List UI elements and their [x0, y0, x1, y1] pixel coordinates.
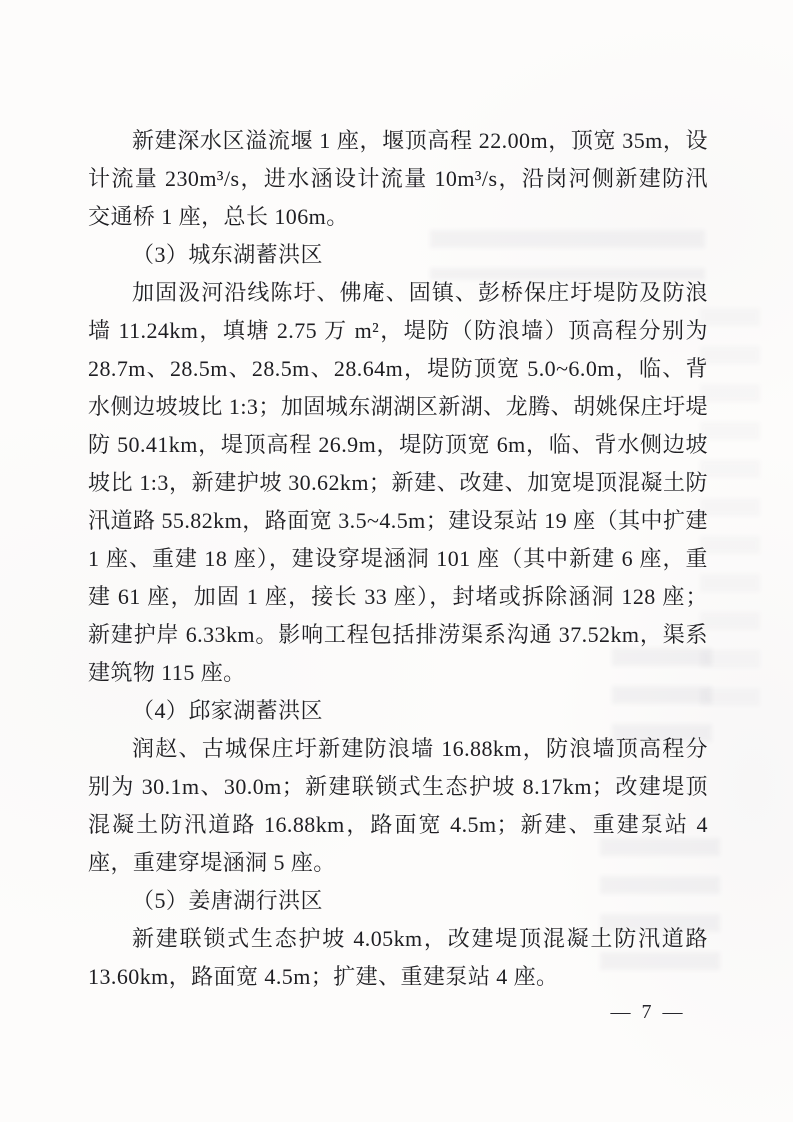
paragraph-qiujia-lake-works: 润赵、古城保庄圩新建防浪墙 16.88km，防浪墙顶高程分别为 30.1m、30.0m；新建联锁式生态护坡 8.17km；改建堤顶混凝土防汛道路 16.88km，路面宽 4.5m；新建、重建泵站 4 座，重建穿堤涵洞 5 座。 [88, 736, 708, 875]
page-number: — 7 — [610, 1001, 686, 1023]
document-body [88, 122, 708, 996]
section-heading-qiujia-lake-detention-area: （4）邱家湖蓄洪区 [132, 698, 323, 723]
scan-bleedthrough-artifact [700, 300, 760, 720]
paragraph-jiangtang-lake-works: 新建联锁式生态护坡 4.05km，改建堤顶混凝土防汛道路 13.60km，路面宽 4.5m；扩建、重建泵站 4 座。 [88, 926, 708, 989]
section-heading-jiangtang-lake-flood-area: （5）姜唐湖行洪区 [132, 888, 323, 913]
paragraph-overflow-weir-works: 新建深水区溢流堰 1 座，堰顶高程 22.00m，顶宽 35m，设计流量 230m³/s，进水涵设计流量 10m³/s，沿岗河侧新建防汛交通桥 1 座，总长 106m。 [88, 128, 708, 229]
section-heading-chengdong-lake-detention-area: （3）城东湖蓄洪区 [132, 242, 323, 267]
paragraph-chengdong-lake-works: 加固汲河沿线陈圩、佛庵、固镇、彭桥保庄圩堤防及防浪墙 11.24km，填塘 2.75 万 m²，堤防（防浪墙）顶高程分别为 28.7m、28.5m、28.5m、28.64m，堤防顶宽 5.0~6.0m，临、背水侧边坡坡比 1:3；加固城东湖湖区新湖、龙腾、胡姚保庄圩堤防 50.41km，堤顶高程 26.9m，堤防顶宽 6m，临、背水侧边坡坡比 1:3，新建护坡 30.62km；新建、改建、加宽堤顶混凝土防汛道路 55.82km，路面宽 3.5~4.5m；建设泵站 19 座（其中扩建 1 座、重建 18 座），建设穿堤涵洞 101 座（其中新建 6 座，重建 61 座，加固 1 座，接长 33 座），封堵或拆除涵洞 128 座；新建护岸 6.33km。影响工程包括排涝渠系沟通 37.52km，渠系建筑物 115 座。 [88, 280, 708, 685]
